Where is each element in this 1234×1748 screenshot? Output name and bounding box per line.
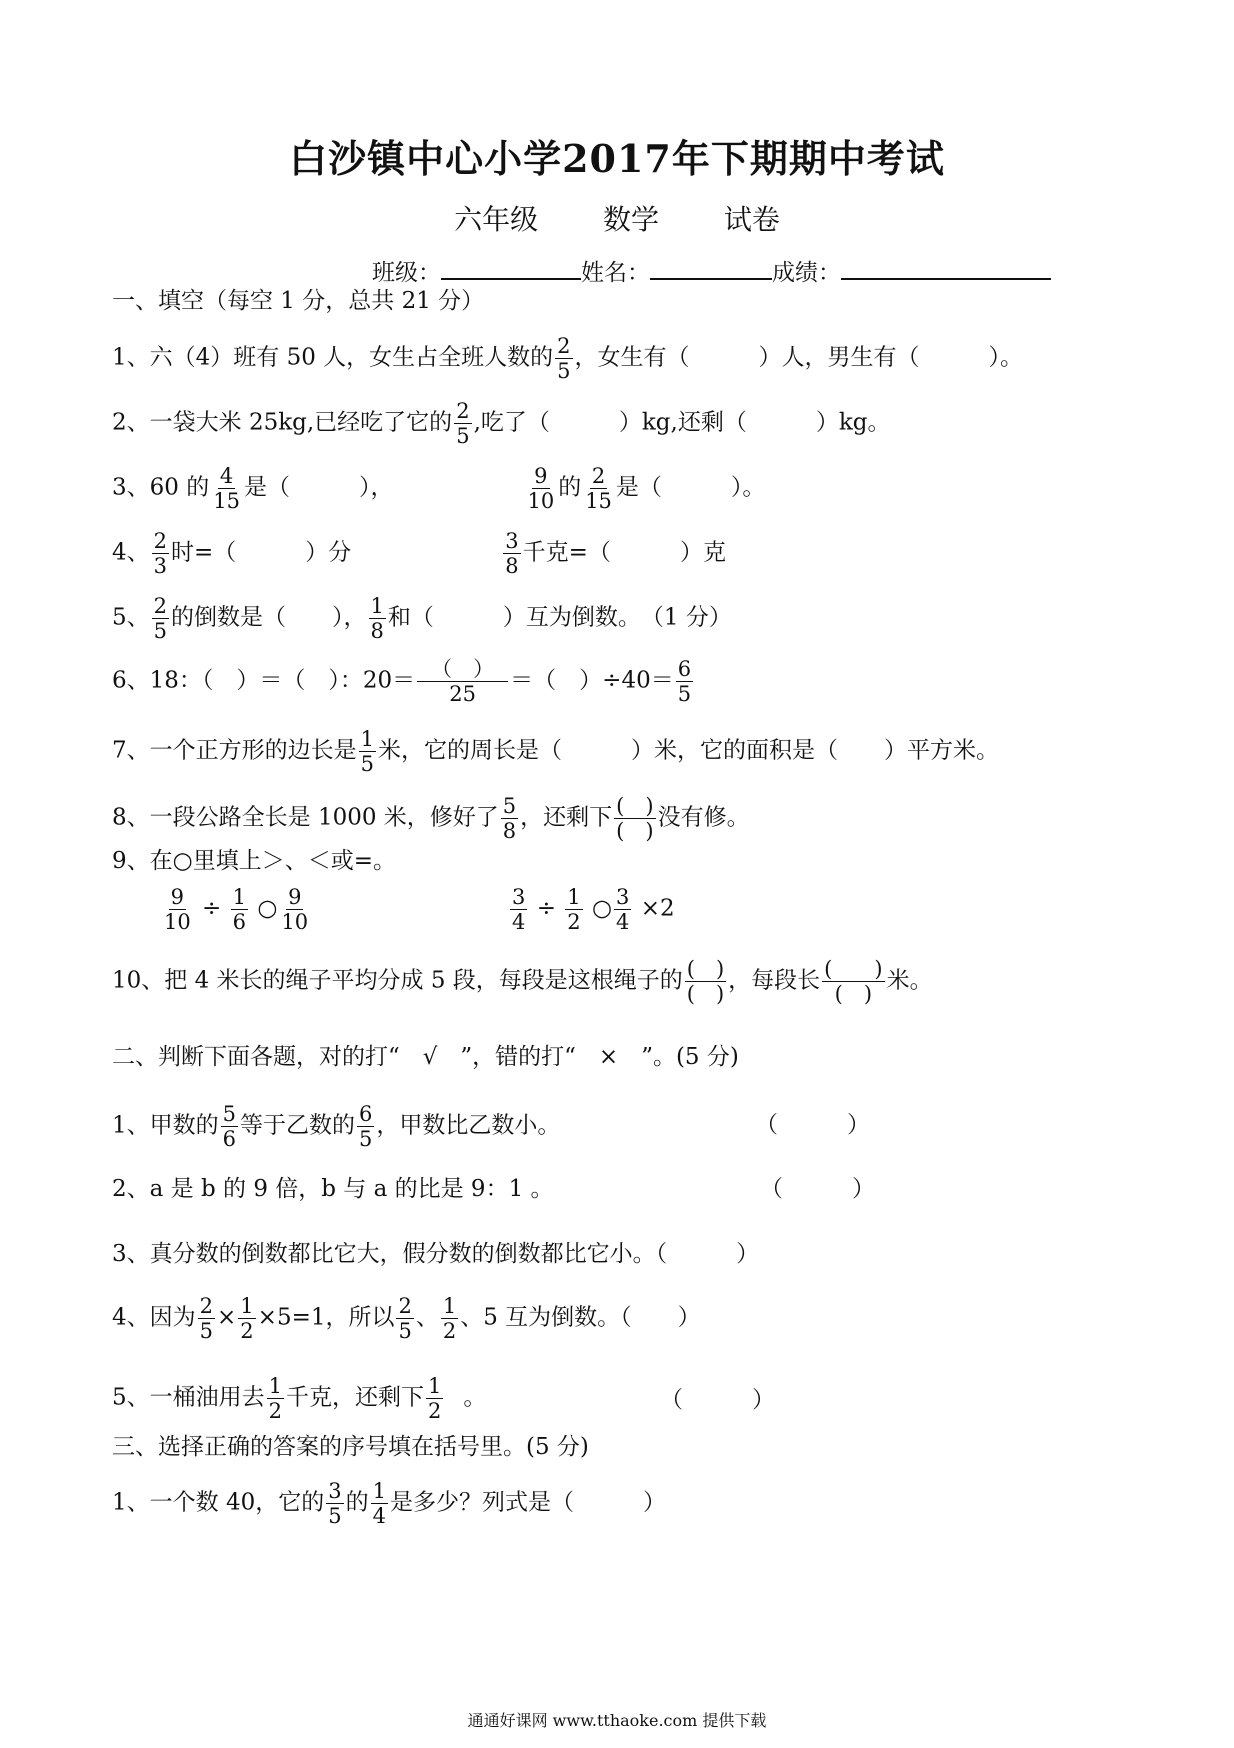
exam-title: 白沙镇中心小学2017年下期期中考试 — [289, 136, 945, 181]
class-blank[interactable] — [441, 256, 581, 280]
s1-question-4: 4、 $\frac{2}{3}$ 时=（ ）分 $\frac{3}{8}$ 千克=（ ）克 — [112, 529, 726, 579]
fraction: $\frac{1}{2}$ — [428, 1374, 442, 1424]
s1-question-2: 2、一袋大米 25kg,已经吃了它的 $\frac{2}{5}$ ,吃了（ ）kg,还剩（ ）kg。 — [112, 399, 891, 449]
s2-question-2: 2、a 是 b 的 9 倍，b 与 a 的比是 9：1 。 — [112, 1176, 554, 1202]
compare-circle[interactable]: ○ — [257, 895, 278, 922]
compare-circle[interactable]: ○ — [591, 895, 613, 922]
s1-question-7: 7、一个正方形的边长是 $\frac{1}{5}$ 米，它的周长是（ ）米，它的面积是（ ）平方米。 — [112, 727, 1000, 777]
fraction: $\frac{3}{4}$ — [512, 885, 526, 935]
section-2-heading: 二、判断下面各题，对的打“ √ ”，错的打“ × ”。(5 分) — [112, 1044, 739, 1070]
section-1-heading: 一、填空（每空 1 分，总共 21 分） — [112, 288, 485, 314]
fraction: $\frac{1}{2}$ — [268, 1374, 283, 1424]
s2-question-5: 5、一桶油用去 $\frac{1}{2}$ 千克，还剩下 $\frac{1}{2}$ 。 — [112, 1374, 487, 1424]
fraction: $\frac{9}{10}$ — [281, 885, 309, 935]
fraction: $\frac{4}{15}$ — [213, 464, 240, 514]
fraction: $\frac{2}{5}$ — [456, 399, 470, 449]
fraction: $\frac{1}{8}$ — [370, 594, 384, 644]
fraction: $\frac{2}{5}$ — [199, 1294, 214, 1344]
student-info-row — [372, 254, 1051, 287]
fraction: $\frac{9}{10}$ — [527, 464, 555, 514]
page-footer: 通通好课网 www.tthaoke.com 提供下载 — [467, 1711, 767, 1730]
name-blank[interactable] — [650, 256, 772, 280]
fraction: $\frac{1}{4}$ — [372, 1479, 386, 1529]
answer-fraction-blank[interactable]: $\frac{( )}{( )}$ — [824, 957, 883, 1007]
section-3-heading: 三、选择正确的答案的序号填在括号里。(5 分) — [112, 1434, 589, 1460]
s2-q5-answer-paren[interactable]: （ ） — [660, 1387, 775, 1413]
s1-question-9: 9、在○里填上＞、＜或=。 — [112, 848, 396, 874]
paper-label: 试卷 — [723, 203, 780, 236]
s3-question-1: 1、一个数 40，它的 $\frac{3}{5}$ 的 $\frac{1}{4}$ 是多少？列式是（ ） — [112, 1479, 666, 1529]
exam-subtitle — [0, 198, 1234, 238]
grade-label: 六年级 — [454, 203, 539, 236]
s1-question-10: 10、把 4 米长的绳子平均分成 5 段，每段是这根绳子的 $\frac{( )}{( )}$ ，每段长 $\frac{( )}{( )}$ 米。 — [112, 957, 933, 1007]
s2-question-4: 4、因为 $\frac{2}{5}$ × $\frac{1}{2}$ ×5=1，所以 $\frac{2}{5}$ 、 $\frac{1}{2}$ 、5 互为倒数。（ ） — [112, 1294, 701, 1344]
fraction: $\frac{6}{5}$ — [677, 657, 692, 707]
fraction: $\frac{5}{6}$ — [222, 1102, 237, 1152]
s1-question-1: 1、六（4）班有 50 人，女生占全班人数的 $\frac{2}{5}$ ，女生有（ ）人，男生有（ ）。 — [112, 334, 1024, 384]
s1-question-6: 6、18：（ ）＝（ ）：20＝ $\frac{( )}{25}$ ＝（ ）÷40＝ $\frac{6}{5}$ — [112, 657, 692, 707]
s1-question-3: 3、60 的 $\frac{4}{15}$ 是（ ）， $\frac{9}{10}$ 的 $\frac{2}{15}$ 是（ ）。 — [112, 464, 766, 514]
fraction: $\frac{6}{5}$ — [359, 1102, 373, 1152]
answer-fraction-blank[interactable]: $\frac{( )}{( )}$ — [686, 957, 725, 1007]
s2-q2-answer-paren[interactable]: （ ） — [760, 1176, 875, 1202]
s1-question-9-row-1: $\frac{9}{10}$ ÷ $\frac{1}{6}$ ○ $\frac{9}{10}$ — [164, 885, 309, 935]
s2-question-1: 1、甲数的 $\frac{5}{6}$ 等于乙数的 $\frac{6}{5}$ ，甲数比乙数小。 — [112, 1102, 561, 1152]
fraction: $\frac{1}{2}$ — [240, 1294, 254, 1344]
s2-q1-answer-paren[interactable]: （ ） — [755, 1112, 870, 1138]
score-label: 成绩： — [772, 260, 841, 286]
fraction: $\frac{2}{3}$ — [153, 529, 168, 579]
s1-question-8: 8、一段公路全长是 1000 米，修好了 $\frac{5}{8}$ ，还剩下 $\frac{( )}{( )}$ 没有修。 — [112, 794, 750, 844]
subject-label: 数学 — [602, 203, 659, 236]
s1-question-5: 5、 $\frac{2}{5}$ 的倒数是（ ）， $\frac{1}{8}$ 和（ ）互为倒数。 （1 分） — [112, 594, 732, 644]
answer-fraction-blank[interactable]: $\frac{( )}{( )}$ — [616, 794, 654, 844]
score-blank[interactable] — [841, 256, 1051, 280]
fraction: $\frac{2}{15}$ — [585, 464, 612, 514]
fraction: $\frac{1}{2}$ — [442, 1294, 457, 1344]
fraction: $\frac{2}{5}$ — [557, 334, 571, 384]
fraction: $\frac{1}{5}$ — [360, 727, 375, 777]
class-label: 班级： — [372, 260, 441, 286]
fraction: $\frac{1}{6}$ — [232, 885, 247, 935]
fraction: $\frac{3}{4}$ — [616, 885, 630, 935]
fraction: $\frac{2}{5}$ — [398, 1294, 412, 1344]
fraction: $\frac{1}{2}$ — [567, 885, 581, 935]
s1-question-9-row-2: $\frac{3}{4}$ ÷ $\frac{1}{2}$ ○ $\frac{3}{4}$ ×2 — [512, 885, 675, 935]
s2-question-3: 3、真分数的倒数都比它大，假分数的倒数都比它小。（ ） — [112, 1241, 760, 1267]
fraction: $\frac{3}{8}$ — [505, 529, 519, 579]
fraction: $\frac{3}{5}$ — [328, 1479, 342, 1529]
name-label: 姓名： — [581, 260, 650, 286]
fraction: $\frac{( )}{25}$ — [417, 658, 508, 705]
fraction: $\frac{9}{10}$ — [164, 885, 191, 935]
fraction: $\frac{5}{8}$ — [502, 794, 517, 844]
fraction: $\frac{2}{5}$ — [153, 594, 168, 644]
